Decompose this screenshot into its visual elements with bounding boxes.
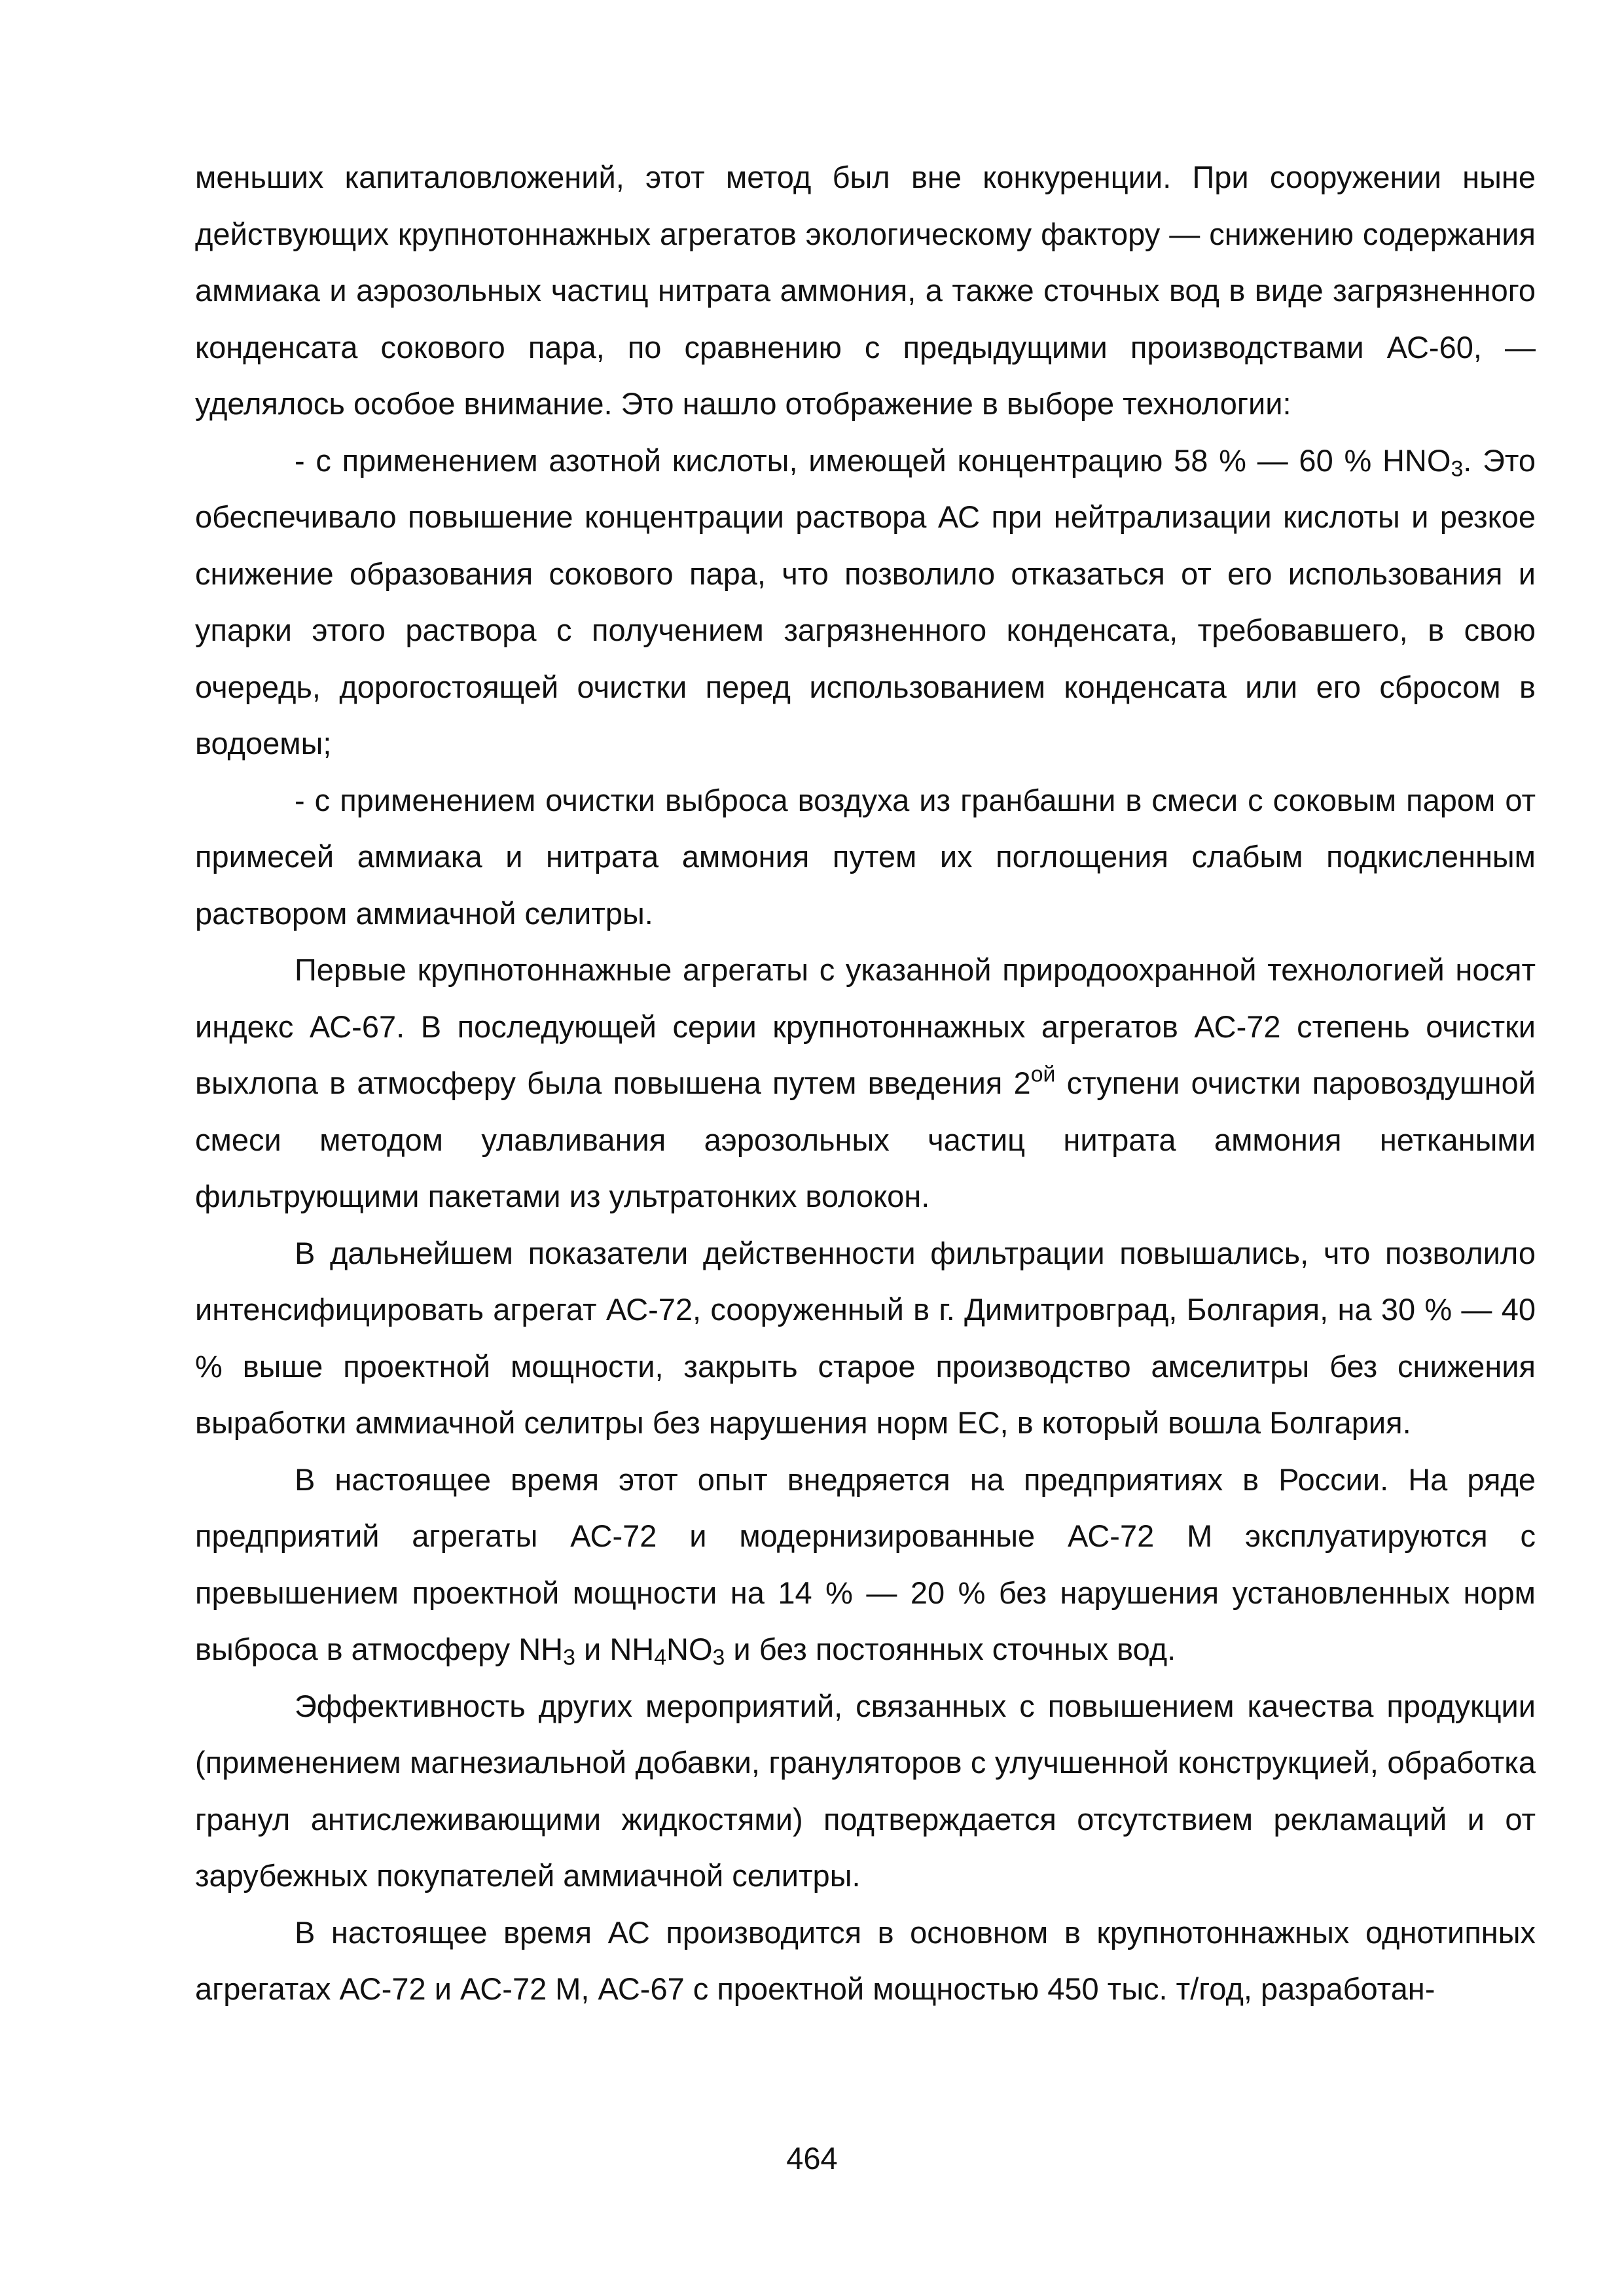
paragraph-6-text-mid-1: и NH (575, 1632, 655, 1666)
paragraph-6-text-end: и без постоянных сточных вод. (725, 1632, 1176, 1666)
page-body (195, 149, 1536, 2018)
nh3-subscript: 3 (563, 1645, 575, 1670)
paragraph-8: В настоящее время АС производится в основном в крупнотоннажных однотипных агрегатах АС-72 и АС-72 М, АС-67 с проектной мощностью 450 тыс. т/год, разработан- (195, 1914, 1536, 2006)
ordinal-superscript: ой (1030, 1062, 1056, 1087)
no3-subscript: 3 (712, 1645, 725, 1670)
paragraph-4-text-end: ступени очистки паровоздушной смеси методом улавливания аэрозольных частиц нитрата аммония неткаными фильтрующими пакетами из ультратонких волокон. (195, 1066, 1536, 1213)
paragraph-5: В дальнейшем показатели действенности фильтрации повышались, что позволило интенсифицировать агрегат АС-72, сооруженный в г. Димитровград, Болгария, на 30 % — 40 % выше проектной мощности, закрыть старое производство амселитры без снижения выработки аммиачной селитры без нарушения норм ЕС, в который вошла Болгария. (195, 1235, 1536, 1440)
nh4-subscript: 4 (654, 1645, 667, 1670)
paragraph-6 (195, 1452, 1536, 1678)
paragraph-1: меньших капиталовложений, этот метод был вне конкуренции. При сооружении ныне действующих крупнотоннажных агрегатов экологическому фактору — снижению содержания аммиака и аэрозольных частиц нитрата аммония, а также сточных вод в виде загрязненного конденсата сокового пара, по сравнению с предыдущими производствами АС-60, — уделялось особое внимание. Это нашло отображение в выборе технологии: (195, 160, 1536, 421)
page-number: 464 (786, 2141, 838, 2176)
paragraph-2-text-start: - с применением азотной кислоты, имеющей концентрацию 58 % — 60 % HNO (295, 442, 1451, 478)
paragraph-6-text-mid-2: NO (666, 1632, 713, 1666)
paragraph-4-text-start: Первые крупнотоннажные агрегаты с указанной природоохранной технологией носят индекс АС-67. В последующей серии крупнотоннажных агрегатов АС-72 степень очистки выхлопа в атмосферу была повышена путем введения 2 (195, 952, 1536, 1100)
paragraph-3: - с применением очистки выброса воздуха из гранбашни в смеси с соковым паром от примесей аммиака и нитрата аммония путем их поглощения слабым подкисленным раствором аммиачной селитры. (195, 782, 1536, 931)
paragraph-2 (195, 433, 1536, 772)
hno3-subscript: 3 (1451, 456, 1464, 481)
paragraph-6-text-start: В настоящее время этот опыт внедряется на предприятиях в России. На ряде предприятий агрегаты АС-72 и модернизированные АС-72 М эксплуатируются с превышением проектной мощности на 14 % — 20 % без нарушения установленных норм выброса в атмосферу NH (195, 1462, 1536, 1666)
paragraph-4 (195, 942, 1536, 1225)
paragraph-7: Эффективность других мероприятий, связанных с повышением качества продукции (применением магнезиальной добавки, грануляторов с улучшенной конструкцией, обработка гранул антислеживающими жидкостями) подтверждается отсутствием рекламаций и от зарубежных покупателей аммиачной селитры. (195, 1688, 1536, 1893)
paragraph-2-text-end: . Это обеспечивало повышение концентрации раствора АС при нейтрализации кислоты и резкое снижение образования сокового пара, что позволило отказаться от его использования и упарки этого раствора с получением загрязненного конденсата, требовавшего, в свою очередь, дорогостоящей очистки перед использованием конденсата или его сбросом в водоемы; (195, 442, 1536, 761)
